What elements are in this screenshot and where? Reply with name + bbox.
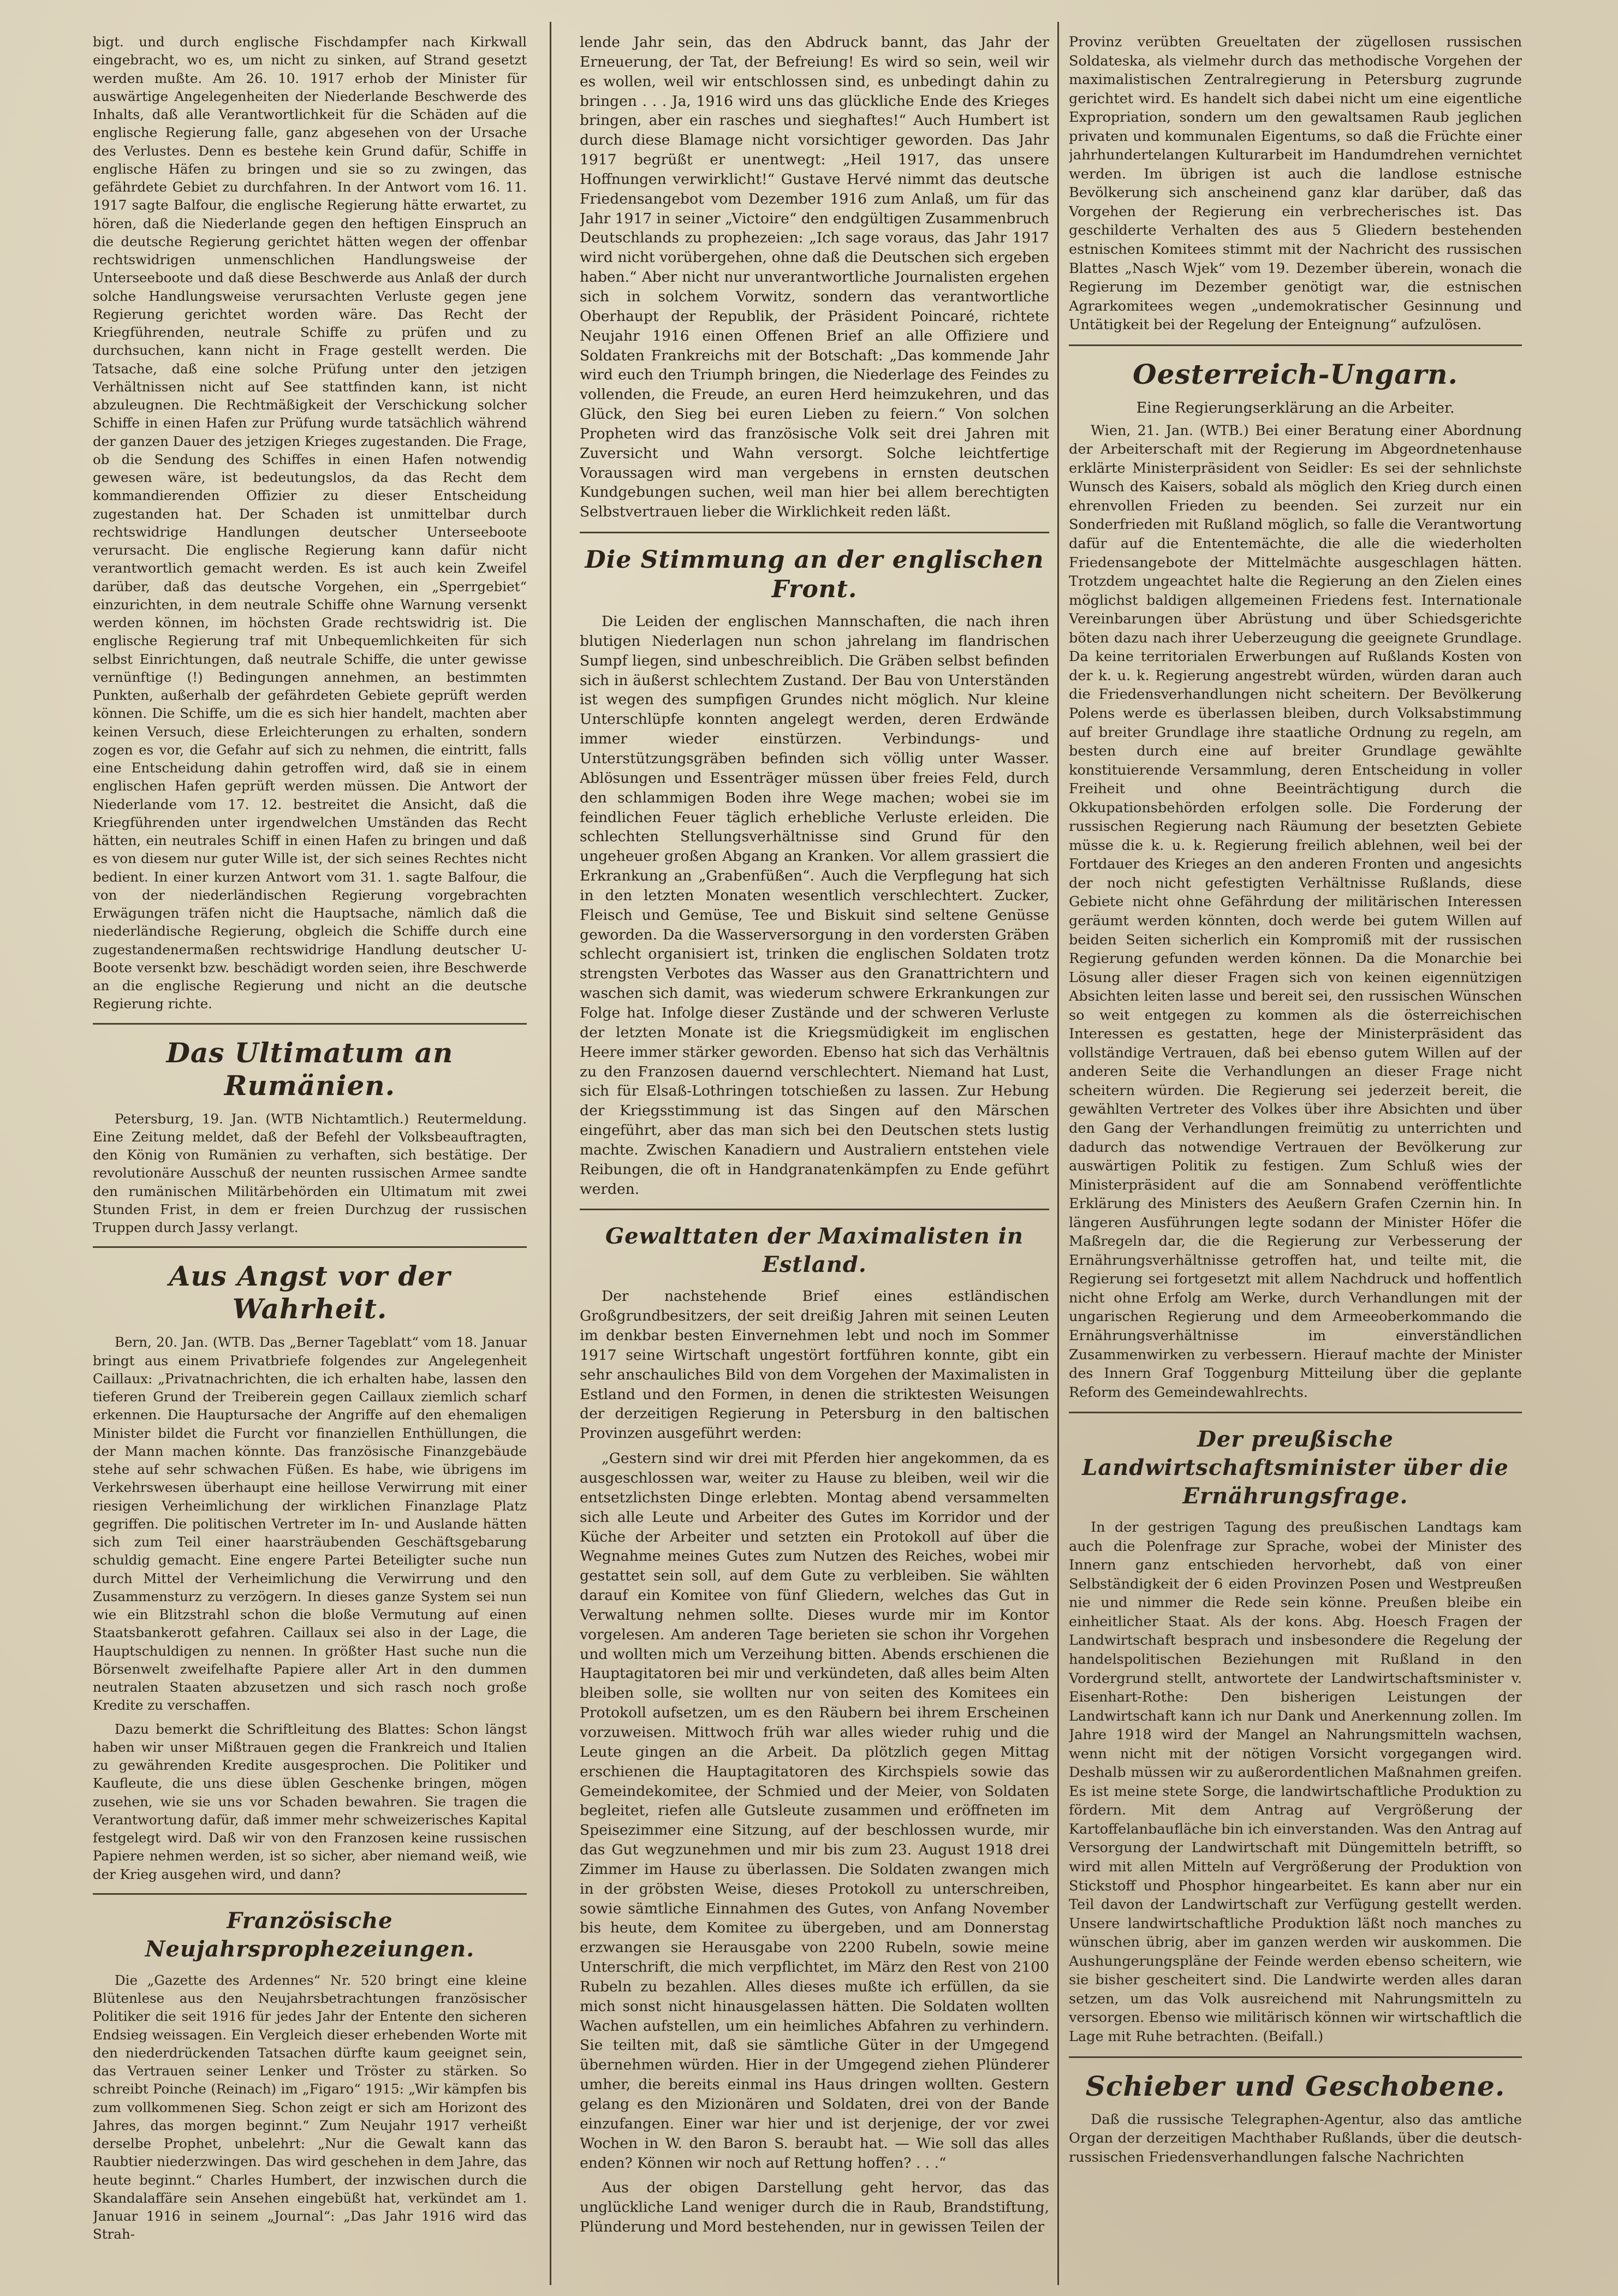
subheadline: Eine Regierungserklärung an die Arbeiter.	[1136, 399, 1455, 417]
headline-landwirtschaftsminister: Der preußische Landwirtschaftsminister über die Ernährungsfrage.	[1082, 1426, 1509, 1509]
section-divider	[1069, 1412, 1522, 1413]
article-paragraph: Aus der obigen Darstellung geht hervor, das das unglückliche Land weniger durch die in Raub, Brandstiftung, Plünderung und Mord bestehenden, nur in gewissen Teilen der	[580, 2179, 1049, 2236]
article-paragraph: Bern, 20. Jan. (WTB. Das „Berner Tageblatt“ vom 18. Januar bringt aus einem Privatbriefe folgendes zur Angelegenheit Caillaux: „Privatnachrichten, die ich erhalten habe, lassen den tieferen Grund der Treiberein gegen Caillaux ziemlich scharf erkennen. Die Hauptursache der Angriffe auf den ehemaligen Minister bildet die Furcht vor finanziellen Enthüllungen, die der Mann machen könnte. Das französische Finanzgebäude stehe auf sehr schwachen Füßen. Es habe, wie übrigens im Verkehrswesen überhaupt eine heillose Verwirrung mit einer riesigen Verheimlichung der wirklichen Finanzlage Platz gegriffen. Die politischen Vertreter im In- und Auslande hätten sich zum Teil einer haarsträubenden Geschäftsgebarung schuldig gemacht. Eine engere Partei Beteiligter suche nun durch Mittel der Verheimlichung die Verwirrung und den Zusammensturz zu verzögern. In dieses ganze System sei nun wie ein Blitzstrahl schon die bloße Vermutung auf einen Staatsbankerott gefahren. Caillaux sei also in der Lage, die Hauptschuldigen zu nennen. In größter Hast suche nun die Börsenwelt zweifelhafte Papiere aller Art in den dummen neutralen Staaten abzusetzen und sich rasch noch große Kredite zu verschaffen.	[93, 1334, 527, 1714]
column-left	[93, 33, 527, 2280]
article-paragraph: Provinz verübten Greueltaten der zügellosen russischen Soldateska, als vielmehr durch das methodische Vorgehen der maximalistischen Zentralregierung in Petersburg zugrunde gerichtet wird. Es handelt sich dabei nicht um eine eigentliche Expropriation, sondern um den gewaltsamen Raub jeglichen privaten und kommunalen Eigentums, so daß die Früchte einer jahrhundertelangen Kulturarbeit im Handumdrehen vernichtet werden. Im übrigen ist auch die landlose estnische Bevölkerung sich anscheinend ganz klar darüber, daß das Vorgehen der Regierung ein verbrecherisches ist. Das geschilderte Verhalten des aus 5 Gliedern bestehenden estnischen Komitees stimmt mit der Nachricht des russischen Blattes „Nasch Wjek“ vom 19. Dezember überein, wonach die Regierung im Dezember genötigt war, die estnischen Agrarkomitees wegen „undemokratischer Gesinnung und Untätigkeit bei der Regelung der Enteignung“ aufzulösen.	[1069, 34, 1522, 334]
headline-oesterreich-ungarn: Oesterreich-Ungarn.	[1133, 358, 1458, 390]
headline-stimmung-englische-front: Die Stimmung an der englischen Front.	[585, 546, 1044, 604]
headline-neujahrsprophezeiungen: Französische Neujahrsprophezeiungen.	[145, 1907, 475, 1962]
headline-gewalttaten-estland: Gewalttaten der Maximalisten in Estland.	[605, 1223, 1024, 1278]
section-divider	[93, 1023, 527, 1025]
headline-schieber-geschobene: Schieber und Geschobene.	[1085, 2069, 1506, 2102]
column-middle	[580, 33, 1049, 2280]
headline-ultimatum-rumaenien: Das Ultimatum an Rumänien.	[166, 1036, 454, 1102]
column-rule	[550, 22, 551, 2285]
article-paragraph: Die „Gazette des Ardennes“ Nr. 520 bringt eine kleine Blütenlese aus den Neujahrsbetrachtungen französischer Politiker die seit 1916 für jedes Jahr der Entente den sicheren Endsieg weissagen. Ein Vergleich dieser erhebenden Worte mit den niederdrückenden Tatsachen dürfte kaum geeignet sein, das Vertrauen seiner Lenker und Tröster zu stärken. So schreibt Poinche (Reinach) im „Figaro“ 1915: „Wir kämpfen bis zum vollkommenen Sieg. Schon zeigt er sich am Horizont des Jahres, das morgen beginnt.“ Zum Neujahr 1917 verheißt derselbe Prophet, unbelehrt: „Nur die Gewalt kann das Raubtier niederzwingen. Das wird geschehen in dem Jahre, das heute beginnt.“ Charles Humbert, der inzwischen durch die Skandalaffäre sein Ansehen eingebüßt hat, verkündet am 1. Januar 1916 in seinem „Journal“: „Das Jahr 1916 wird das Strah-	[93, 1972, 527, 2243]
article-paragraph: Daß die russische Telegraphen-Agentur, also das amtliche Organ der derzeitigen Machthaber Rußlands, über die deutsch-russischen Friedensverhandlungen falsche Nachrichten	[1069, 2111, 1522, 2166]
section-divider	[93, 1893, 527, 1895]
article-paragraph: Die Leiden der englischen Mannschaften, die nach ihren blutigen Niederlagen nun schon jahrelang im flandrischen Sumpf liegen, sind unbeschreiblich. Die Gräben selbst befinden sich in äußerst schlechtem Zustand. Der Bau von Unterständen ist wegen des sumpfigen Grundes nicht möglich. Nur kleine Unterschlüpfe konnten angelegt werden, deren Erdwände immer wieder einstürzen. Verbindungs- und Unterstützungsgräben befinden sich völlig unter Wasser. Ablösungen und Essenträger müssen über freies Feld, durch den schlammigen Boden ihre Wege machen; wobei sie im feindlichen Feuer täglich erhebliche Verluste erleiden. Die schlechten Stellungsverhältnisse sind Grund für den ungeheuer großen Abgang an Kranken. Vor allem grassiert die Erkrankung an „Grabenfüßen“. Auch die Verpflegung hat sich in den letzten Monaten wesentlich verschlechtert. Zucker, Fleisch und Gemüse, Tee und Biskuit sind seltene Genüsse geworden. Da die Wasserversorgung in den vordersten Gräben schlecht organisiert ist, trinken die englischen Soldaten trotz strengsten Verbotes das Wasser aus den Granattrichtern und waschen sich damit, was wiederum schwere Erkrankungen zur Folge hat. Infolge dieser Zustände und der schweren Verluste der letzten Monate ist die Kriegsmüdigkeit im englischen Heere immer stärker geworden. Ebenso hat sich das Verhältnis zu den Franzosen dauernd verschlechtert. Niemand hat Lust, sich für Elsaß-Lothringen totschießen zu lassen. Zur Hebung der Kriegsstimmung ist das Singen auf den Märschen eingeführt, aber das man sich bei den Deutschen stets lustig machte. Zwischen Kanadiern und Australiern entstehen viele Reibungen, die oft in Handgranatenkämpfen zu Ende geführt werden.	[580, 613, 1049, 1198]
section-divider	[1069, 2056, 1522, 2058]
article-paragraph: Petersburg, 19. Jan. (WTB Nichtamtlich.) Reutermeldung. Eine Zeitung meldet, daß der Befehl der Volksbeauftragten, den König von Rumänien zu verhaften, sich bestätige. Der revolutionäre Ausschuß der neunten russischen Armee sandte den rumänischen Militärbehörden ein Ultimatum mit zwei Stunden Frist, in dem er freien Durchzug der russischen Truppen durch Jassy verlangt.	[93, 1110, 527, 1235]
article-paragraph: In der gestrigen Tagung des preußischen Landtags kam auch die Polenfrage zur Sprache, wobei der Minister des Innern ganz entschieden hervorhebt, daß von einer Selbständigkeit der 6 eiden Provinzen Posen und Westpreußen nie und nimmer die Rede sein könne. Preußen bleibe ein einheitlicher Staat. Als der kons. Abg. Hoesch Fragen der Landwirtschaft besprach und insbesondere die Regelung der handelspolitischen Beziehungen mit Rußland in den Vordergrund stellt, antwortete der Landwirtschaftsminister v. Eisenhart-Rothe: Den bisherigen Leistungen der Landwirtschaft kann ich nur Dank und Anerkennung zollen. Im Jahre 1918 wird der Mangel an Nahrungsmitteln wachsen, wenn nicht mit der nötigen Vorsicht vorgegangen wird. Deshalb müssen wir zu außerordentlichen Maßnahmen greifen. Es ist meine stete Sorge, die landwirtschaftliche Produktion zu fördern. Mit dem Antrag auf Vergrößerung der Kartoffelanbaufläche bin ich einverstanden. Was den Antrag auf Versorgung der Landwirtschaft mit Düngemitteln betrifft, so wird mit allen Mitteln auf Vergrößerung der Produktion von Stickstoff und Phosphor hingearbeitet. Es kann aber nur ein Teil davon der Landwirtschaft zur Verfügung gestellt werden. Unsere landwirtschaftliche Produktion läßt noch manches zu wünschen übrig, aber im ganzen werden wir auskommen. Die Aushungerungspläne der Feinde werden ebenso scheitern, wie sie bisher gescheitert sind. Die Landwirte werden alles daran setzen, um das Volk ausreichend mit Nahrungsmitteln zu versorgen. Ebenso wie militärisch können wir wirtschaftlich die Lage mit Ruhe betrachten. (Beifall.)	[1069, 1519, 1522, 2045]
section-divider	[580, 532, 1049, 533]
section-divider	[93, 1246, 527, 1248]
article-paragraph: „Gestern sind wir drei mit Pferden hier angekommen, da es ausgeschlossen war, weiter zu Hause zu bleiben, weil wir die entsetzlichsten Dinge erlebten. Montag abend versammelten sich alle Leute und Arbeiter des Gutes im Korridor und der Küche der Arbeiter und setzten ein Protokoll auf über die Wegnahme meines Gutes zum Nutzen des Reiches, wobei mir gestattet sein soll, auf dem Gute zu verbleiben. Sie wählten darauf ein Komitee von fünf Gliedern, welches das Gut in Verwaltung nehmen sollte. Dieses wurde mir im Kontor vorgelesen. Am anderen Tage berieten sie schon ihr Vorgehen und wollten mich um Verzeihung bitten. Abends erschienen die Hauptagitatoren bei mir und verkündeten, daß alles beim Alten bleiben solle, sie wollten nur von seiten des Komitees ein Protokoll aufsetzen, um es den Räubern bei ihrem Erscheinen vorzuweisen. Mittwoch früh war alles wieder ruhig und die Leute gingen an die Arbeit. Da plötzlich gegen Mittag erschienen die Hauptagitatoren des Kirchspiels sowie das Gemeindekomitee, der Schmied und der Meier, von Soldaten begleitet, riefen alle Gutsleute zusammen und eröffneten im Speisezimmer eine Sitzung, auf der beschlossen wurde, mir das Gut wegzunehmen und mir bis zum 23. August 1918 drei Zimmer im Hause zu überlassen. Die Soldaten zwangen mich in der gröbsten Weise, dieses Protokoll zu unterschreiben, sowie sämtliche Einnahmen des Gutes, von Anfang November bis heute, dem Komitee zu übergeben, und am Donnerstag erzwangen sie Herausgabe von 2200 Rubeln, sowie meine Unterschrift, die mich verpflichtet, im März den Rest von 2100 Rubeln zu bezahlen. Alles dieses mußte ich erfüllen, da sie mich sonst nicht hinausgelassen hätten. Die Soldaten wollten Wachen aufstellen, um ein heimliches Abfahren zu verhindern. Sie teilten mit, daß sie sämtliche Güter in der Umgegend übernehmen würden. Hier in der Umgegend ziehen Plünderer umher, die bereits einmal ins Haus dringen wollten. Gestern gelang es den Mizionären und Soldaten, drei von der Bande einzufangen. Einer war hier und ist derjenige, der vor zwei Wochen in W. den Baron S. beraubt hat. — Wie soll das alles enden? Können wir noch auf Rettung hoffen? . . .“	[580, 1450, 1049, 2172]
article-paragraph: Dazu bemerkt die Schriftleitung des Blattes: Schon längst haben wir unser Mißtrauen gegen die Frankreich und Italien zu gewährenden Kredite ausgesprochen. Die Politiker und Kaufleute, die uns diese üblen Geschenke bringen, mögen zusehen, wie sie uns vor Schaden bewahren. Sie tragen die Verantwortung dafür, daß immer mehr schweizerisches Kapital festgelegt wird. Daß wir von den Franzosen keine russischen Papiere nehmen werden, ist so sicher, aber niemand weiß, wie der Krieg ausgehen wird, und dann?	[93, 1721, 527, 1882]
article-paragraph: Der nachstehende Brief eines estländischen Großgrundbesitzers, der seit dreißig Jahren mit seinen Leuten im denkbar besten Einvernehmen lebt und noch im Sommer 1917 seine Wirtschaft ungestört fortführen konnte, gibt ein sehr anschauliches Bild von dem Vorgehen der Maximalisten in Estland und den Formen, in denen die striktesten Weisungen der derzeitigen Regierung in Petersburg in den baltischen Provinzen ausgeführt werden:	[580, 1288, 1049, 1442]
column-right	[1069, 33, 1522, 2280]
article-paragraph: lende Jahr sein, das den Abdruck bannt, das Jahr der Erneuerung, der Tat, der Befreiung! Es wird so sein, weil wir es wollen, weil wir entschlossen sind, es unbedingt dahin zu bringen . . . Ja, 1916 wird uns das glückliche Ende des Krieges bringen, aber ein rasches und sieghaftes!“ Auch Humbert ist durch diese Blamage nicht vorsichtiger geworden. Das Jahr 1917 begrüßt er unentwegt: „Heil 1917, das unsere Hoffnungen verwirklicht!“ Gustave Hervé nimmt das deutsche Friedensangebot vom Dezember 1916 zum Anlaß, um für das Jahr 1917 in seiner „Victoire“ den endgültigen Zusammenbruch Deutschlands zu prophezeien: „Ich sage voraus, das Jahr 1917 wird nicht vorübergehen, ohne daß die Deutschen sich ergeben haben.“ Aber nicht nur unverantwortliche Journalisten ergehen sich in solchem Vorwitz, sondern das verantwortliche Oberhaupt der Republik, der Präsident Poincaré, richtete Neujahr 1916 einen Offenen Brief an alle Offiziere und Soldaten Frankreichs mit der Botschaft: „Das kommende Jahr wird euch den Triumph bringen, die Niederlage des Feindes zu vollenden, die Freude, an euren Herd heimzukehren, und das Glück, den Sieg bei euren Lieben zu feiern.“ Von solchen Propheten wird das französische Volk seit drei Jahren mit Zuversicht und Wahn versorgt. Solche leichtfertige Voraussagen wird man vergebens in ernsten deutschen Kundgebungen suchen, weil man hier bei allem berechtigten Selbstvertrauen lieber die Wirklichkeit reden läßt.	[580, 34, 1049, 521]
headline-angst-wahrheit: Aus Angst vor der Wahrheit.	[169, 1260, 451, 1325]
section-divider	[580, 1209, 1049, 1210]
column-rule	[1057, 22, 1059, 2285]
article-paragraph: bigt. und durch englische Fischdampfer nach Kirkwall eingebracht, wo es, um nicht zu sinken, auf Strand gesetzt werden mußte. Am 26. 10. 1917 erhob der Minister für auswärtige Angelegenheiten der Niederlande Beschwerde des Inhalts, daß alle Verantwortlichkeit für die Schäden auf die englische Regierung falle, ganz abgesehen von der Ursache des Verlustes. Denn es bestehe kein Grund dafür, Schiffe in englische Häfen zu bringen und sie so zu zwingen, das gefährdete Gebiet zu durchfahren. In der Antwort vom 16. 11. 1917 sagte Balfour, die englische Regierung hätte erwartet, zu hören, daß die Niederlande gegen den heftigen Einspruch an die deutsche Regierung gerichtet hätten wegen der offenbar rechtswidrigen unmenschlichen Handlungsweise der Unterseeboote und daß diese Beschwerde aus Anlaß der durch solche Handlungsweise verursachten Verluste gegen jene Regierung gerichtet worden wäre. Das Recht der Kriegführenden, neutrale Schiffe zu prüfen und zu durchsuchen, kann nicht in Frage gestellt werden. Die Tatsache, daß eine solche Prüfung unter den jetzigen Verhältnissen nicht auf See stattfinden kann, ist nicht abzuleugnen. Die Rechtmäßigkeit der Verschickung solcher Schiffe in einen Hafen zur Prüfung wurde tatsächlich während der ganzen Dauer des jetzigen Krieges zugestanden. Die Frage, ob die Sendung des Schiffes in einen Hafen notwendig gewesen wäre, ist bedeutungslos, da das Recht dem kommandierenden Offizier zu dieser Entscheidung zugestanden hat. Der Schaden ist unmittelbar durch rechtswidrige Handlungen deutscher Unterseeboote verursacht. Die englische Regierung kann dafür nicht verantwortlich gemacht werden. Es ist auch kein Zweifel darüber, daß das deutsche Vorgehen, ein „Sperrgebiet“ einzurichten, in dem neutrale Schiffe ohne Warnung versenkt werden können, im höchsten Grade rechtswidrig ist. Die englische Regierung traf mit Unbequemlichkeiten für sich selbst Einrichtungen, daß neutrale Schiffe, die unter gewisse vernünftige (!) Bedingungen annehmen, an bestimmten Punkten, außerhalb der gefährdeten Gebiete geprüft werden können. Die Schiffe, um die es sich hier handelt, machten aber keinen Versuch, diese Erleichterungen zu erhalten, sondern zogen es vor, die Gefahr auf sich zu nehmen, die eintritt, falls eine Entscheidung dahin getroffen wird, daß sie in einem englischen Hafen geprüft werden müssen. Die Antwort der Niederlande vom 17. 12. bestreitet die Ansicht, daß die Kriegführenden unter irgendwelchen Umständen das Recht hätten, ein neutrales Schiff in einen Hafen zu bringen und daß es von diesem nur guter Wille ist, der sich seines Rechtes nicht bedient. In einer kurzen Antwort vom 31. 1. sagte Balfour, die von der niederländischen Regierung vorgebrachten Erwägungen träfen nicht die Hauptsache, nämlich daß die niederländische Regierung, obgleich die Schiffe durch eine zugestandenermaßen rechtswidrige Handlung deutscher U-Boote versenkt bzw. beschädigt worden seien, ihre Beschwerde an die englische Regierung und nicht an die deutsche Regierung richte.	[93, 34, 527, 1012]
section-divider	[1069, 344, 1522, 346]
article-paragraph: Wien, 21. Jan. (WTB.) Bei einer Beratung einer Abordnung der Arbeiterschaft mit der Regierung im Abgeordnetenhause erklärte Ministerpräsident von Seidler: Es sei der sehnlichste Wunsch des Kaisers, sobald als möglich den Krieg durch einen ehrenvollen Frieden zu beenden. Sei zurzeit nur ein Sonderfrieden mit Rußland möglich, so falle die Verantwortung dafür auf die Ententemächte, die alle die wiederholten Friedensangebote der Mittelmächte ausgeschlagen hätten. Trotzdem ungeachtet halte die Regierung an den Zielen eines möglichst baldigen allgemeinen Friedens fest. Internationale Vereinbarungen über Abrüstung und über Schiedsgerichte böten dazu nach ihrer Ueberzeugung die geeignete Grundlage. Da keine territorialen Erwerbungen auf Rußlands Kosten von der k. u. k. Regierung angestrebt würden, würden daran auch die Friedensverhandlungen nicht scheitern. Der Bevölkerung Polens werde es überlassen bleiben, durch Volksabstimmung auf breiter Grundlage ihre staatliche Ordnung zu regeln, am besten durch eine auf breiter Grundlage gewählte konstituierende Versammlung, deren Entscheidung in voller Freiheit und ohne Beeinträchtigung durch die Okkupationsbehörden erfolgen solle. Die Forderung der russischen Regierung nach Räumung der besetzten Gebiete müsse die k. u. k. Regierung freilich ablehnen, weil bei der Fortdauer des Krieges an den anderen Fronten und angesichts der noch nicht gefestigten Verhältnisse Rußlands, diese Gebiete nicht ohne Gefährdung der militärischen Interessen geräumt werden könnten, doch werde bei gutem Willen auf beiden Seiten sicherlich ein Kompromiß mit der russischen Regierung gefunden werden können. Da die Monarchie bei Lösung aller dieser Fragen sich von keinen eigennützigen Absichten leiten lasse und bereit sei, den russischen Wünschen so weit entgegen zu kommen als die österreichischen Interessen es gestatten, hege der Ministerpräsident das vollständige Vertrauen, daß bei ebenso gutem Willen auf der anderen Seite die Verhandlungen an dieser Frage nicht scheitern würden. Die Regierung sei jederzeit bereit, die gewählten Vertreter des Volkes über ihre Absichten und über den Gang der Verhandlungen freimütig zu unterrichten und dadurch das notwendige Vertrauen der Bevölkerung zur auswärtigen Politik zu festigen. Zum Schluß wies der Ministerpräsident auf die am Sonnabend veröffentlichte Erklärung des Ministers des Aeußern Grafen Czernin hin. In längeren Ausführungen legte sodann der Minister Höfer die Maßregeln dar, die die Regierung zur Verbesserung der Ernährungsverhältnisse getroffen hat, und teilte mit, die Regierung sei fortgesetzt mit allem Nachdruck und hoffentlich nicht ohne Erfolg am Werke, durch Verhandlungen mit der ungarischen Regierung und dem Armeeoberkommando die Ernährungsverhältnisse im einverständlichen Zusammenwirken zu verbessern. Hierauf machte der Minister des Innern Graf Toggenburg Mitteilung über die geplante Reform des Gemeindewahlrechts.	[1069, 422, 1522, 1401]
